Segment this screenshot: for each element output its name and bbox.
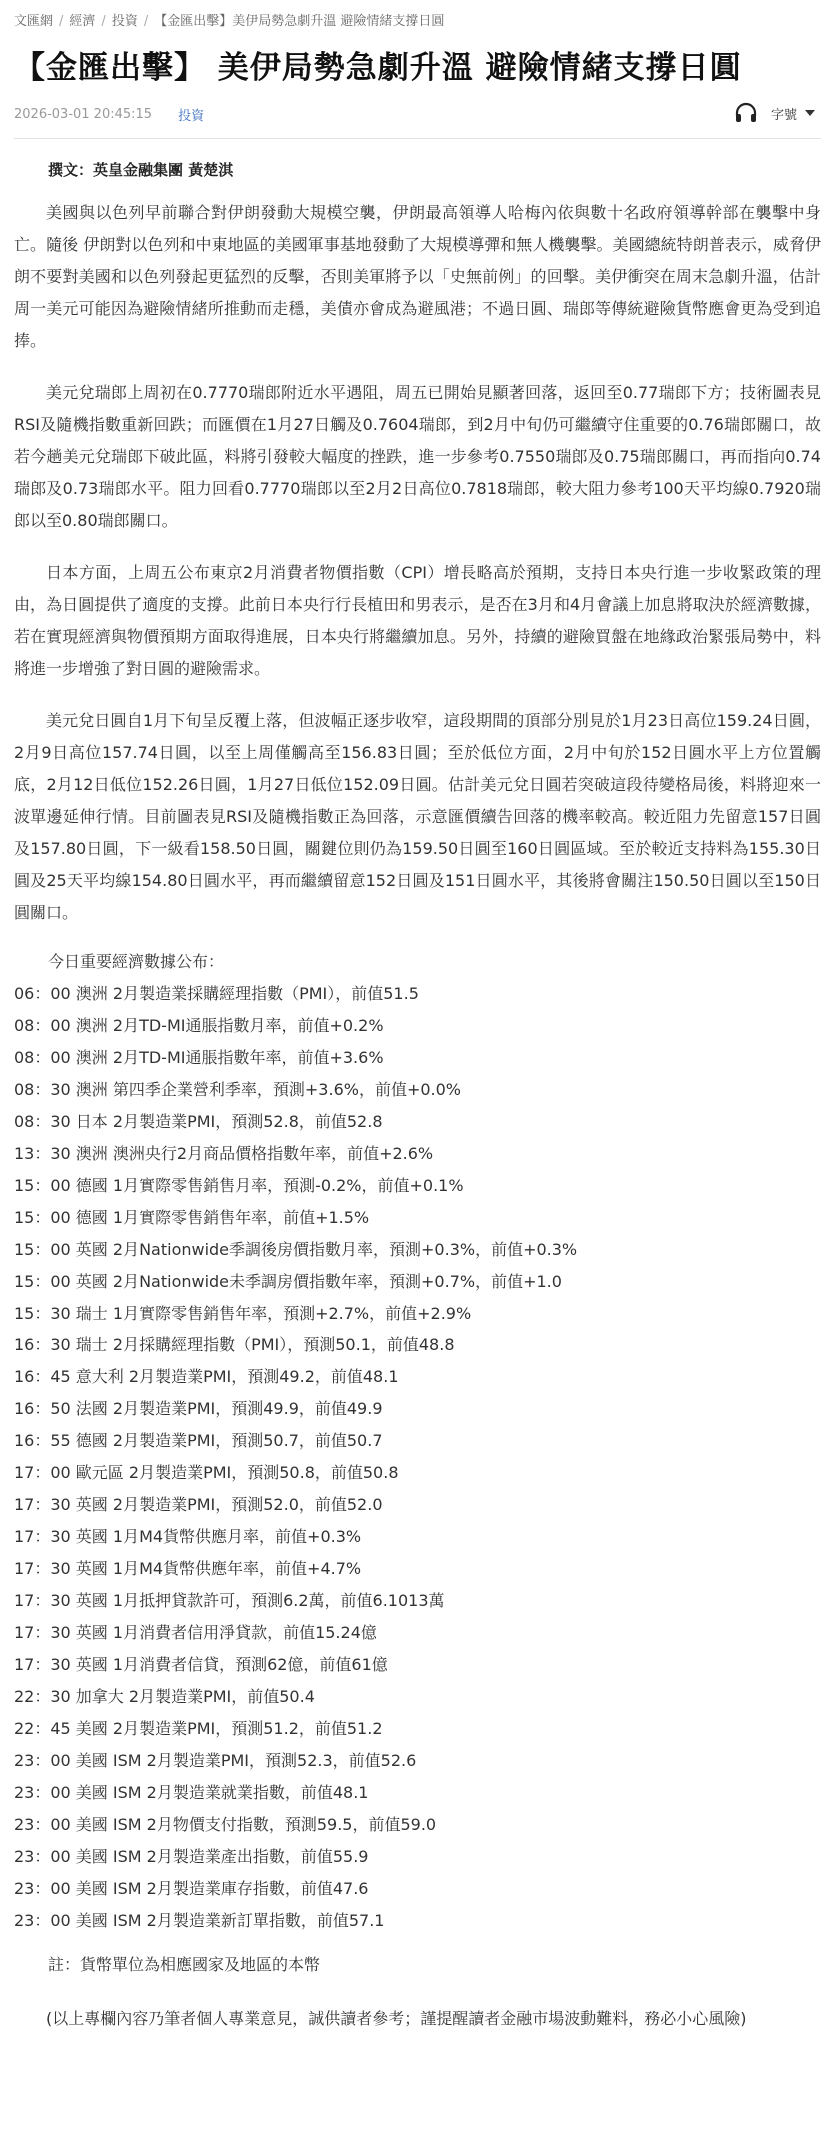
breadcrumb-investment-link[interactable]: 投資: [111, 14, 138, 29]
article-meta: [14, 102, 821, 126]
economic-data-item: 15：00 德國 1月實際零售銷售年率，前值+1.5%: [14, 1207, 370, 1227]
economic-data-item: 23：00 美國 ISM 2月製造業庫存指數，前值47.6: [14, 1878, 369, 1898]
font-size-toggle[interactable]: [771, 104, 815, 123]
economic-data-item: 22：30 加拿大 2月製造業PMI，前值50.4: [14, 1686, 315, 1706]
economic-data-item: 23：00 美國 ISM 2月製造業新訂單指數，前值57.1: [14, 1910, 385, 1930]
economic-data-item: 17：30 英國 1月M4貨幣供應年率，前值+4.7%: [14, 1559, 362, 1579]
economic-data-item: 23：00 美國 ISM 2月製造業PMI，預測52.3，前值52.6: [14, 1750, 417, 1770]
breadcrumb-separator: /: [101, 14, 106, 29]
economic-data-item: 17：30 英國 1月消費者信用淨貸款，前值15.24億: [14, 1623, 377, 1643]
category-link[interactable]: 投資: [178, 108, 205, 124]
economic-data-item: 23：00 美國 ISM 2月製造業產出指數，前值55.9: [14, 1846, 369, 1866]
header-divider: [14, 138, 821, 139]
economic-data-item: 17：30 英國 2月製造業PMI，預測52.0，前值52.0: [14, 1495, 383, 1515]
author-byline: 撰文：英皇金融集團 黃楚淇: [48, 161, 234, 179]
article-tools: [733, 102, 815, 124]
economic-data-item: 06：00 澳洲 2月製造業採購經理指數（PMI），前值51.5: [14, 984, 419, 1003]
economic-data-item: 08：30 澳洲 第四季企業營利季率，預測+3.6%，前值+0.0%: [14, 1079, 462, 1099]
headphones-icon[interactable]: [733, 102, 759, 124]
economic-data-item: 16：45 意大利 2月製造業PMI，預測49.2，前值48.1: [14, 1367, 399, 1387]
breadcrumb-economy-link[interactable]: 經濟: [69, 14, 96, 29]
breadcrumb-separator: /: [143, 14, 149, 29]
currency-note: 註：貨幣單位為相應國家及地區的本幣: [48, 1954, 321, 1974]
economic-data-item: 08：00 澳洲 2月TD-MI通脹指數年率，前值+3.6%: [14, 1047, 384, 1067]
font-size-label: 字號: [770, 107, 797, 123]
economic-data-heading: 今日重要經濟數據公布：: [48, 952, 225, 971]
economic-data-item: 17：30 英國 1月消費者信貸，預測62億，前值61億: [14, 1655, 388, 1675]
breadcrumb-home-link[interactable]: 文匯網: [14, 14, 54, 29]
economic-data-item: 23：00 美國 ISM 2月製造業就業指數，前值48.1: [14, 1782, 369, 1802]
breadcrumb-current: 【金匯出擊】美伊局勢急劇升溫 避險情緒支撐日圓: [154, 14, 445, 29]
economic-data-item: 16：50 法國 2月製造業PMI，預測49.9，前值49.9: [14, 1399, 383, 1419]
economic-data-item: 17：30 英國 1月M4貨幣供應月率，前值+0.3%: [14, 1527, 362, 1547]
economic-data-item: 15：00 英國 2月Nationwide季調後房價指數月率，預測+0.3%，前值+0.3%: [14, 1239, 578, 1259]
article-title: 【金匯出擊】 美伊局勢急劇升溫 避險情緒支撐日圓: [14, 50, 742, 86]
economic-data-item: 13：30 澳洲 澳洲央行2月商品價格指數年率，前值+2.6%: [14, 1143, 434, 1163]
economic-data-item: 23：00 美國 ISM 2月物價支付指數，預測59.5，前值59.0: [14, 1814, 437, 1834]
economic-data-item: 17：00 歐元區 2月製造業PMI，預測50.8，前值50.8: [14, 1463, 399, 1483]
economic-data-item: 15：00 英國 2月Nationwide未季調房價指數年率，預測+0.7%，前值+1.0: [14, 1271, 562, 1291]
economic-data-item: 08：30 日本 2月製造業PMI，預測52.8，前值52.8: [14, 1111, 383, 1131]
body-paragraph: 美元兌瑞郎上周初在0.7770瑞郎附近水平遇阻，周五已開始見顯著回落，返回至0.77瑞郎下方；技術圖表見RSI及隨機指數重新回跌；而匯價在1月27日觸及0.7604瑞郎，到2月中旬仍可繼續守住重要的0.76瑞郎關口，故若今趟美元兌瑞郎下破此區，料將引發較大幅度的挫跌，進一步參考0.7550瑞郎及0.75瑞郎關口，再而指向0.74瑞郎及0.73瑞郎水平。阻力回看0.7770瑞郎以至2月2日高位0.7818瑞郎，較大阻力參考100天平均線0.7920瑞郎以至0.80瑞郎關口。: [14, 383, 821, 530]
body-paragraph: 美元兌日圓自1月下旬呈反覆上落，但波幅正逐步收窄，這段期間的頂部分別見於1月23日高位159.24日圓，2月9日高位157.74日圓，以至上周僅觸高至156.83日圓；至於低位方面，2月中旬於152日圓水平上方位置觸底，2月12日低位152.26日圓，1月27日低位152.09日圓。估計美元兌日圓若突破這段待變格局後，料將迎來一波單邊延伸行情。目前圖表見RSI及隨機指數正為回落，示意匯價續告回落的機率較高。較近阻力先留意157日圓及157.80日圓，下一級看158.50日圓，關鍵位則仍為159.50日圓至160日圓區域。至於較近支持料為155.30日圓及25天平均線154.80日圓水平，再而繼續留意152日圓及151日圓水平，其後將會關注150.50日圓以至150日圓關口。: [14, 711, 821, 922]
economic-data-item: 16：55 德國 2月製造業PMI，預測50.7，前值50.7: [14, 1431, 383, 1451]
economic-data-list: [14, 978, 821, 1937]
disclaimer: (以上專欄內容乃筆者個人專業意見，誠供讀者參考；謹提醒讀者金融市場波動難料，務必小心風險): [46, 2008, 747, 2028]
body-paragraph: 美國與以色列早前聯合對伊朗發動大規模空襲，伊朗最高領導人哈梅內依與數十名政府領導幹部在襲擊中身亡。隨後 伊朗對以色列和中東地區的美國軍事基地發動了大規模導彈和無人機襲擊。美國總統特朗普表示，威脅伊朗不要對美國和以色列發起更猛烈的反擊，否則美軍將予以「史無前例」的回擊。美伊衝突在周末急劇升溫，估計周一美元可能因為避險情緒所推動而走穩，美債亦會成為避風港；不過日圓、瑞郎等傳統避險貨幣應會更為受到追捧。: [14, 203, 821, 350]
body-paragraph: 日本方面，上周五公布東京2月消費者物價指數（CPI）增長略高於預期，支持日本央行進一步收緊政策的理由，為日圓提供了適度的支撐。此前日本央行行長植田和男表示，是否在3月和4月會議上加息將取決於經濟數據，若在實現經濟與物價預期方面取得進展，日本央行將繼續加息。另外，持續的避險買盤在地緣政治緊張局勢中，料將進一步增強了對日圓的避險需求。: [14, 563, 821, 678]
economic-data-item: 08：00 澳洲 2月TD-MI通脹指數月率，前值+0.2%: [14, 1015, 384, 1035]
economic-data-item: 15：00 德國 1月實際零售銷售月率，預測-0.2%，前值+0.1%: [14, 1175, 464, 1195]
caret-down-icon: [805, 109, 815, 117]
economic-data-item: 17：30 英國 1月抵押貸款許可，預測6.2萬，前值6.1013萬: [14, 1591, 445, 1611]
economic-data-item: 22：45 美國 2月製造業PMI，預測51.2，前值51.2: [14, 1718, 383, 1738]
breadcrumb-separator: /: [59, 14, 64, 29]
breadcrumb: [14, 0, 821, 30]
publish-datetime: 2026-03-01 20:45:15: [14, 106, 153, 122]
economic-data-item: 15：30 瑞士 1月實際零售銷售年率，預測+2.7%，前值+2.9%: [14, 1303, 472, 1323]
economic-data-item: 16：30 瑞士 2月採購經理指數（PMI），預測50.1，前值48.8: [14, 1335, 455, 1355]
